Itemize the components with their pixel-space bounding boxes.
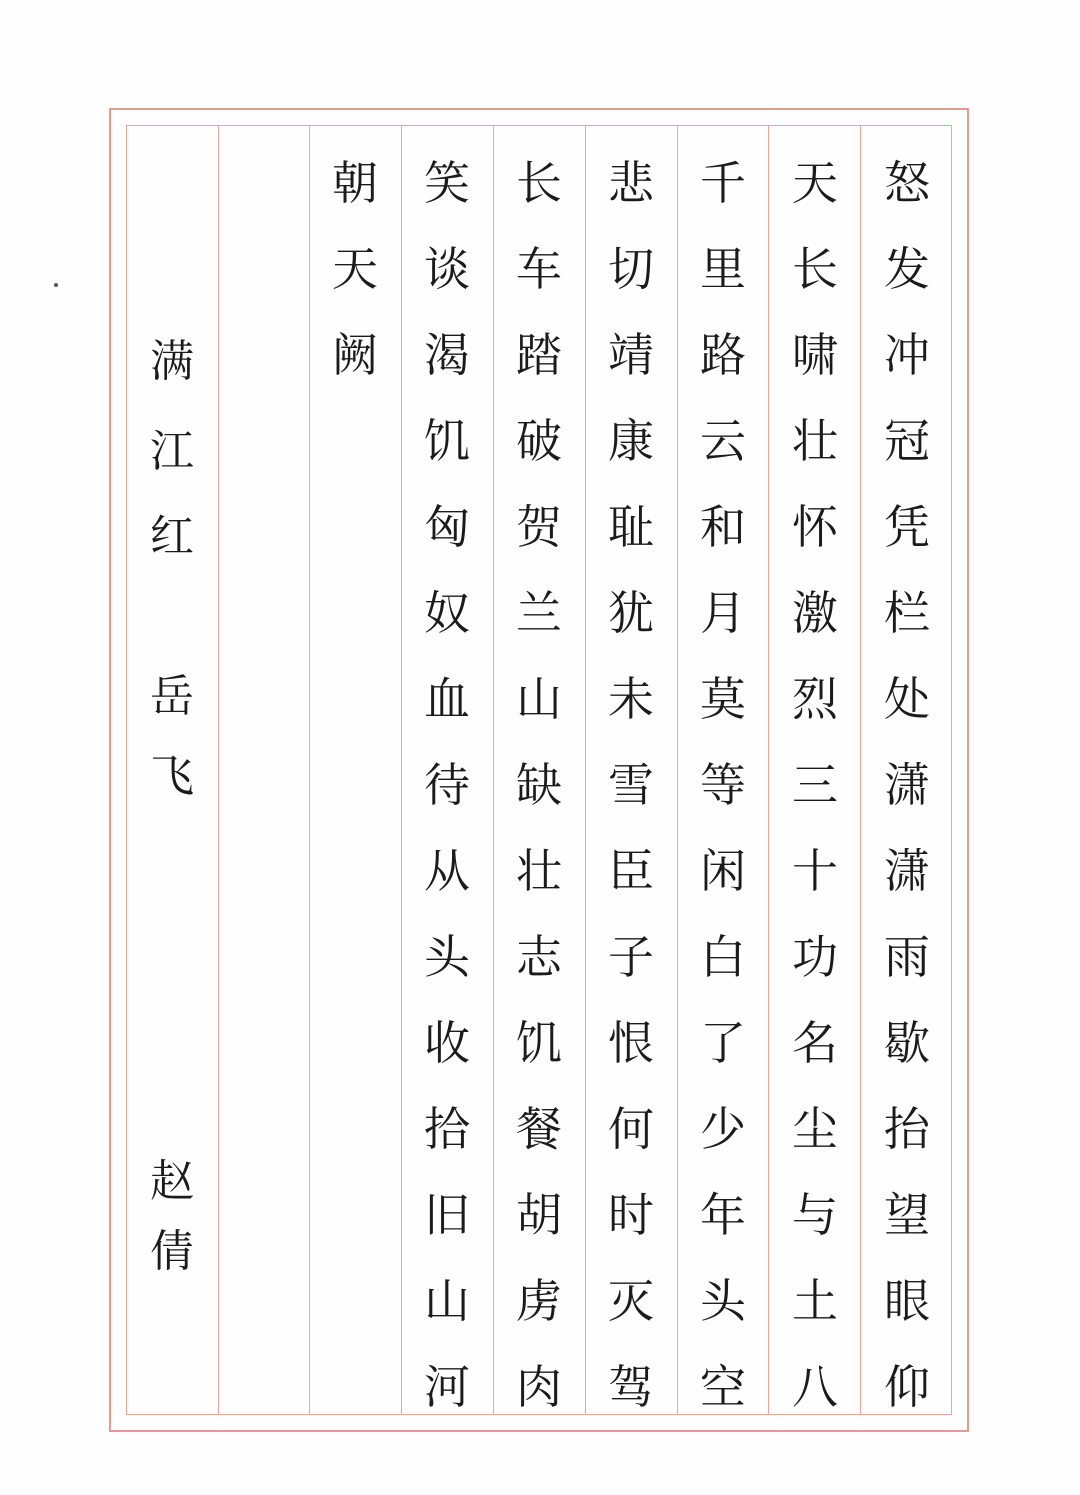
poem-char: 凭: [884, 500, 930, 554]
poem-char: 头: [700, 1274, 746, 1328]
author-name-char: 岳: [150, 671, 194, 722]
poem-char: 仰: [884, 1360, 930, 1414]
poem-char: 雨: [884, 930, 930, 984]
poem-char: 天: [332, 242, 378, 296]
poem-column-6: [402, 140, 492, 1414]
poem-char: 车: [516, 242, 562, 296]
stray-mark: [54, 283, 58, 287]
poem-title-char: 江: [150, 426, 194, 477]
poem-char: 山: [516, 672, 562, 726]
poem-char: 驾: [608, 1360, 654, 1414]
poem-char: 土: [792, 1274, 838, 1328]
poem-column-3: [678, 140, 768, 1414]
poem-char: 栏: [884, 586, 930, 640]
column-divider: [218, 125, 219, 1415]
poem-column-2: [770, 140, 860, 1414]
poem-char: 旧: [424, 1188, 470, 1242]
poem-char: 冲: [884, 328, 930, 382]
poem-char: 子: [608, 930, 654, 984]
poem-char: 空: [700, 1360, 746, 1414]
poem-char: 白: [700, 930, 746, 984]
poem-char: 切: [608, 242, 654, 296]
poem-char: 怀: [792, 500, 838, 554]
poem-char: 河: [424, 1360, 470, 1414]
poem-char: 时: [608, 1188, 654, 1242]
poem-char: 从: [424, 844, 470, 898]
poem-title-char: 满: [150, 336, 194, 387]
poem-char: 犹: [608, 586, 654, 640]
poem-char: 壮: [792, 414, 838, 468]
poem-char: 闲: [700, 844, 746, 898]
poem-char: 阙: [332, 328, 378, 382]
poem-char: 破: [516, 414, 562, 468]
poem-char: 康: [608, 414, 654, 468]
poem-char: 名: [792, 1016, 838, 1070]
poem-char: 少: [700, 1102, 746, 1156]
poem-char: 雪: [608, 758, 654, 812]
poem-char: 收: [424, 1016, 470, 1070]
poem-char: 血: [424, 672, 470, 726]
poem-char: 抬: [884, 1102, 930, 1156]
writer-name-char: 赵: [150, 1156, 194, 1207]
poem-char: 踏: [516, 328, 562, 382]
poem-char: 千: [700, 156, 746, 210]
poem-char: 云: [700, 414, 746, 468]
poem-char: 何: [608, 1102, 654, 1156]
poem-char: 长: [792, 242, 838, 296]
poem-char: 和: [700, 500, 746, 554]
poem-char: 处: [884, 672, 930, 726]
poem-char: 天: [792, 156, 838, 210]
poem-char: 发: [884, 242, 930, 296]
poem-char: 头: [424, 930, 470, 984]
title-column: [126, 125, 218, 1415]
poem-char: 烈: [792, 672, 838, 726]
poem-char: 谈: [424, 242, 470, 296]
poem-char: 了: [700, 1016, 746, 1070]
poem-char: 臣: [608, 844, 654, 898]
poem-column-4: [586, 140, 676, 1414]
poem-char: 怒: [884, 156, 930, 210]
poem-char: 冠: [884, 414, 930, 468]
poem-char: 山: [424, 1274, 470, 1328]
poem-char: 朝: [332, 156, 378, 210]
poem-char: 笑: [424, 156, 470, 210]
poem-char: 恨: [608, 1016, 654, 1070]
poem-char: 耻: [608, 500, 654, 554]
poem-char: 饥: [516, 1016, 562, 1070]
poem-char: 歇: [884, 1016, 930, 1070]
poem-char: 胡: [516, 1188, 562, 1242]
poem-char: 尘: [792, 1102, 838, 1156]
poem-char: 眼: [884, 1274, 930, 1328]
column-divider: [860, 125, 861, 1415]
poem-char: 三: [792, 758, 838, 812]
poem-char: 莫: [700, 672, 746, 726]
column-divider: [768, 125, 769, 1415]
poem-char: 功: [792, 930, 838, 984]
poem-char: 饥: [424, 414, 470, 468]
poem-column-1: [862, 140, 952, 1414]
poem-char: 与: [792, 1188, 838, 1242]
poem-char: 八: [792, 1360, 838, 1414]
poem-char: 等: [700, 758, 746, 812]
poem-char: 悲: [608, 156, 654, 210]
poem-char: 未: [608, 672, 654, 726]
poem-char: 待: [424, 758, 470, 812]
poem-column-7: [310, 140, 400, 1410]
poem-char: 月: [700, 586, 746, 640]
poem-char: 奴: [424, 586, 470, 640]
poem-char: 靖: [608, 328, 654, 382]
poem-char: 年: [700, 1188, 746, 1242]
poem-title-char: 红: [150, 511, 194, 562]
poem-char: 激: [792, 586, 838, 640]
poem-column-5: [494, 140, 584, 1414]
poem-char: 里: [700, 242, 746, 296]
poem-char: 缺: [516, 758, 562, 812]
poem-char: 餐: [516, 1102, 562, 1156]
poem-char: 肉: [516, 1360, 562, 1414]
poem-char: 灭: [608, 1274, 654, 1328]
poem-char: 壮: [516, 844, 562, 898]
poem-char: 兰: [516, 586, 562, 640]
poem-char: 贺: [516, 500, 562, 554]
poem-char: 望: [884, 1188, 930, 1242]
poem-char: 啸: [792, 328, 838, 382]
author-name-char: 飞: [150, 751, 194, 802]
poem-char: 拾: [424, 1102, 470, 1156]
poem-char: 潇: [884, 758, 930, 812]
poem-char: 潇: [884, 844, 930, 898]
poem-char: 志: [516, 930, 562, 984]
poem-char: 路: [700, 328, 746, 382]
poem-char: 十: [792, 844, 838, 898]
poem-char: 渴: [424, 328, 470, 382]
writer-name-char: 倩: [150, 1226, 194, 1277]
poem-char: 长: [516, 156, 562, 210]
poem-char: 匈: [424, 500, 470, 554]
poem-char: 虏: [516, 1274, 562, 1328]
